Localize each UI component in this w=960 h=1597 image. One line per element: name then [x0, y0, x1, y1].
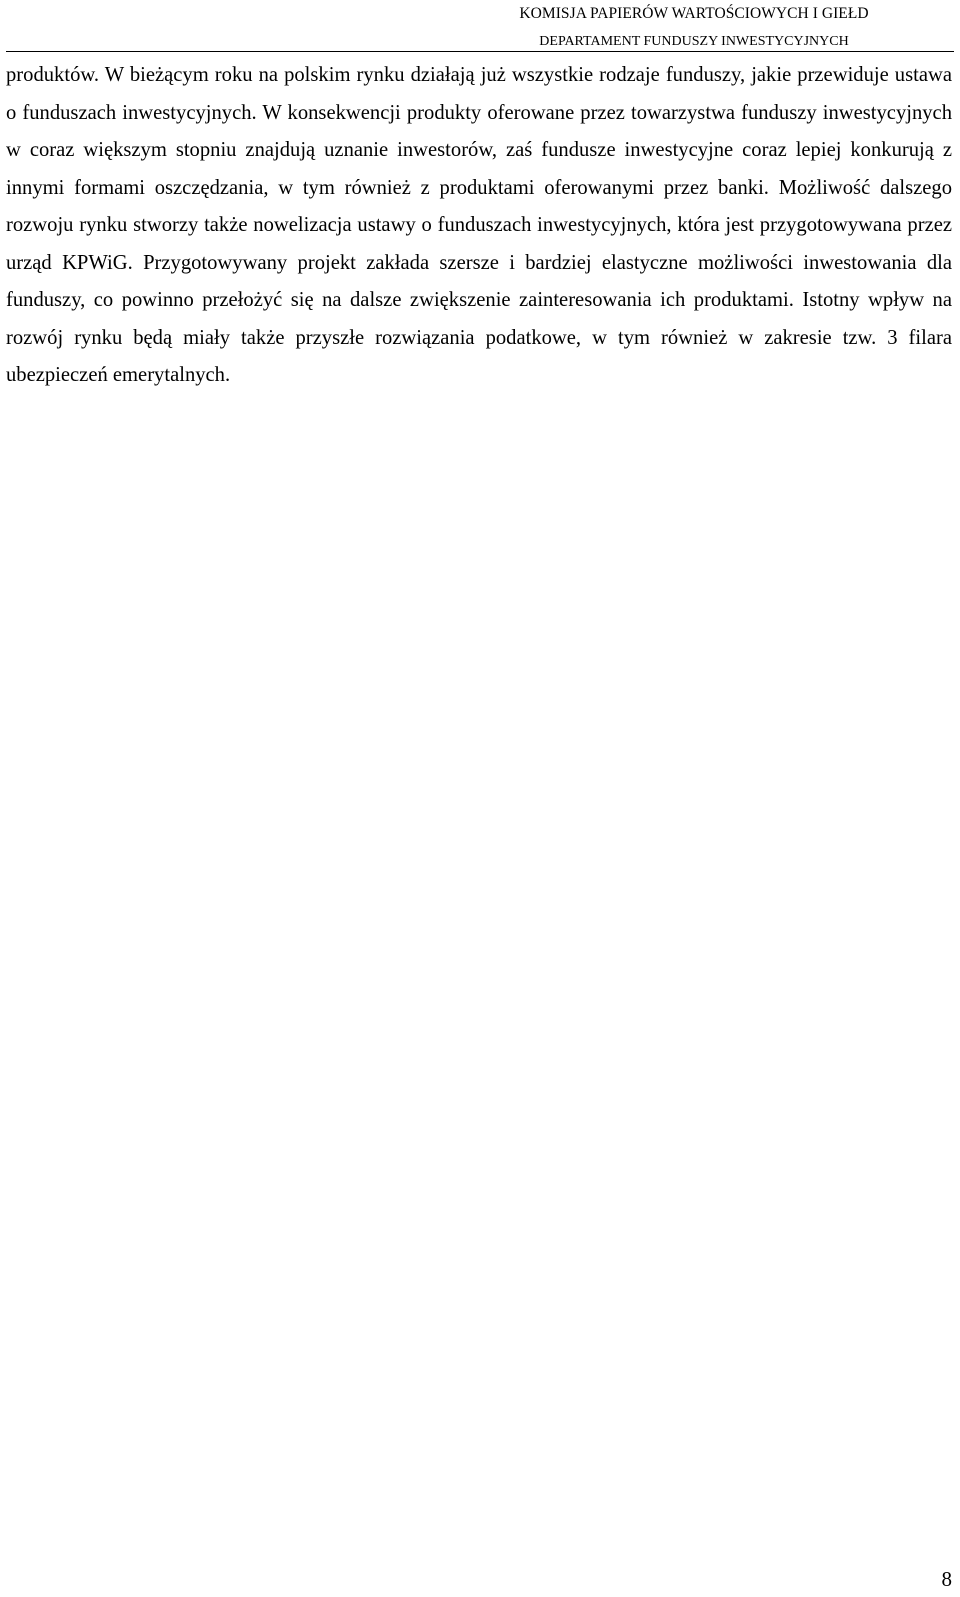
- body-paragraph: produktów. W bieżącym roku na polskim rynku działają już wszystkie rodzaje funduszy, jakie przewiduje ustawa o funduszach inwestycyjnych. W konsekwencji produkty oferowane przez towarzystwa funduszy inwestycyjnych w coraz większym stopniu znajdują uznanie inwestorów, zaś fundusze inwestycyjne coraz lepiej konkurują z innymi formami oszczędzania, w tym również z produktami oferowanymi przez banki. Możliwość dalszego rozwoju rynku stworzy także nowelizacja ustawy o funduszach inwestycyjnych, która jest przygotowywana przez urząd KPWiG. Przygotowywany projekt zakłada szersze i bardziej elastyczne możliwości inwestowania dla funduszy, co powinno przełożyć się na dalsze zwiększenie zainteresowania ich produktami. Istotny wpływ na rozwój rynku będą miały także przyszłe rozwiązania podatkowe, w tym również w zakresie tzw. 3 filara ubezpieczeń emerytalnych.: [6, 64, 952, 386]
- header-organization: KOMISJA PAPIERÓW WARTOŚCIOWYCH I GIEŁD: [519, 5, 869, 22]
- page-number: 8: [941, 1567, 952, 1591]
- header-divider: [6, 51, 954, 52]
- page-header: [434, 4, 954, 51]
- header-department: DEPARTAMENT FUNDUSZY INWESTYCYJNYCH: [539, 34, 849, 49]
